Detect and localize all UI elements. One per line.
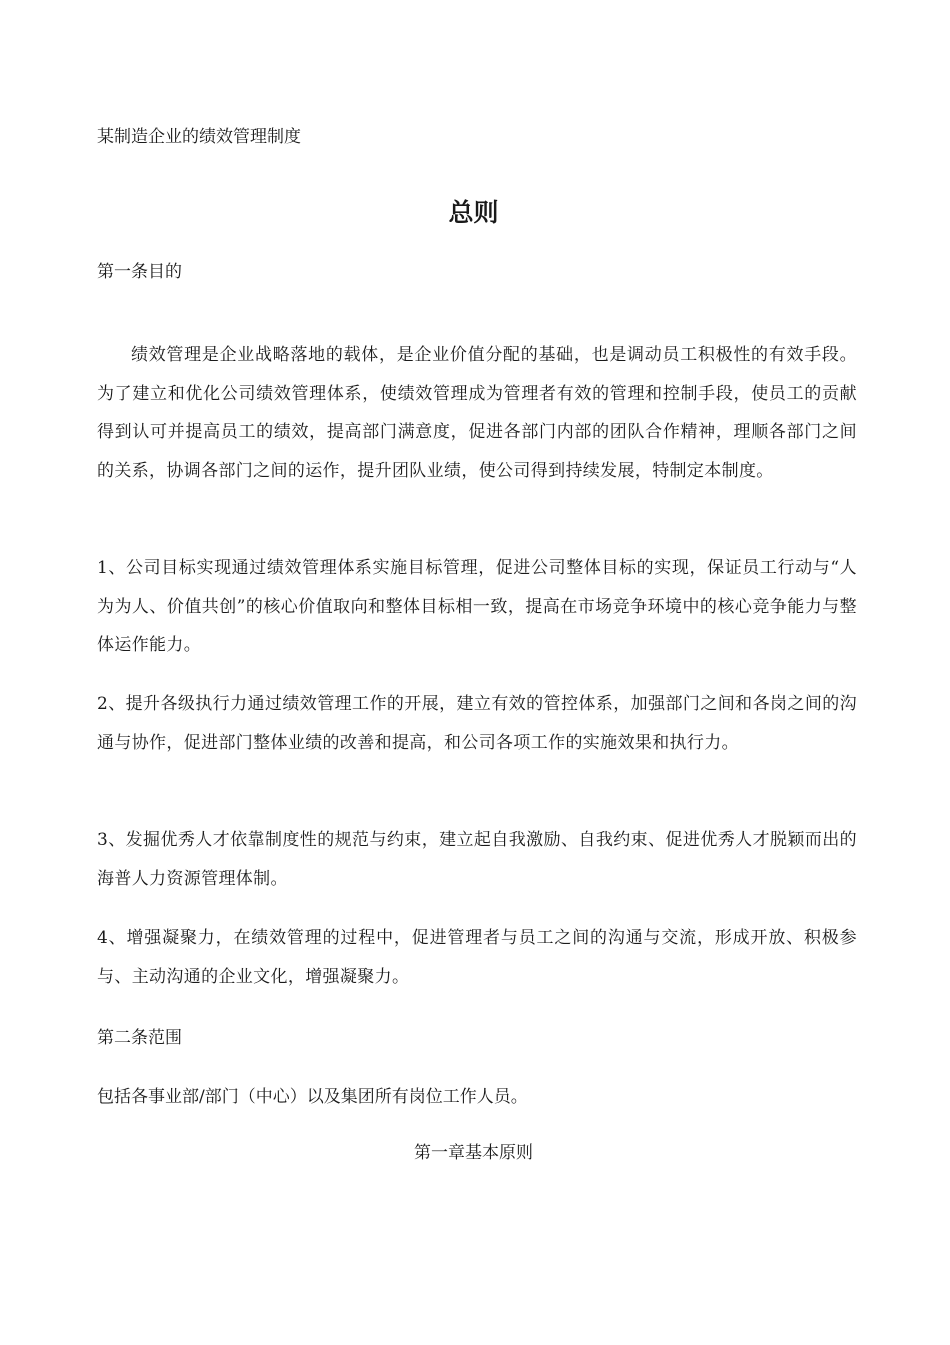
item-paragraph-1: 1、公司目标实现通过绩效管理体系实施目标管理，促进公司整体目标的实现，保证员工行动与“人为为人、价值共创”的核心价值取向和整体目标相一致，提高在市场竞争环境中的核心竞争能力与整体运作能力。: [97, 558, 857, 655]
intro-paragraph: 绩效管理是企业战略落地的载体，是企业价值分配的基础，也是调动员工积极性的有效手段。为了建立和优化公司绩效管理体系，使绩效管理成为管理者有效的管理和控制手段，使员工的贡献得到认可并提高员工的绩效，提高部门满意度，促进各部门内部的团队合作精神，理顺各部门之间的关系，协调各部门之间的运作，提升团队业绩，使公司得到持续发展，特制定本制度。: [97, 345, 857, 481]
item-paragraph-4: 4、增强凝聚力，在绩效管理的过程中，促进管理者与员工之间的沟通与交流，形成开放、积极参与、主动沟通的企业文化，增强凝聚力。: [97, 928, 857, 987]
scope-paragraph: 包括各事业部/部门（中心）以及集团所有岗位工作人员。: [97, 1087, 528, 1107]
article-1-heading: 第一条目的: [97, 262, 182, 282]
item-paragraph-2: 2、提升各级执行力通过绩效管理工作的开展，建立有效的管控体系，加强部门之间和各岗之间的沟通与协作，促进部门整体业绩的改善和提高，和公司各项工作的实施效果和执行力。: [97, 694, 857, 753]
document-title: 某制造企业的绩效管理制度: [97, 127, 301, 147]
item-paragraph-3: 3、发掘优秀人才依靠制度性的规范与约束，建立起自我激励、自我约束、促进优秀人才脱颖而出的海普人力资源管理体制。: [97, 830, 857, 889]
article-2-heading: 第二条范围: [97, 1028, 182, 1048]
chapter-heading: 第一章基本原则: [414, 1143, 533, 1163]
section-heading: 总则: [448, 198, 499, 227]
